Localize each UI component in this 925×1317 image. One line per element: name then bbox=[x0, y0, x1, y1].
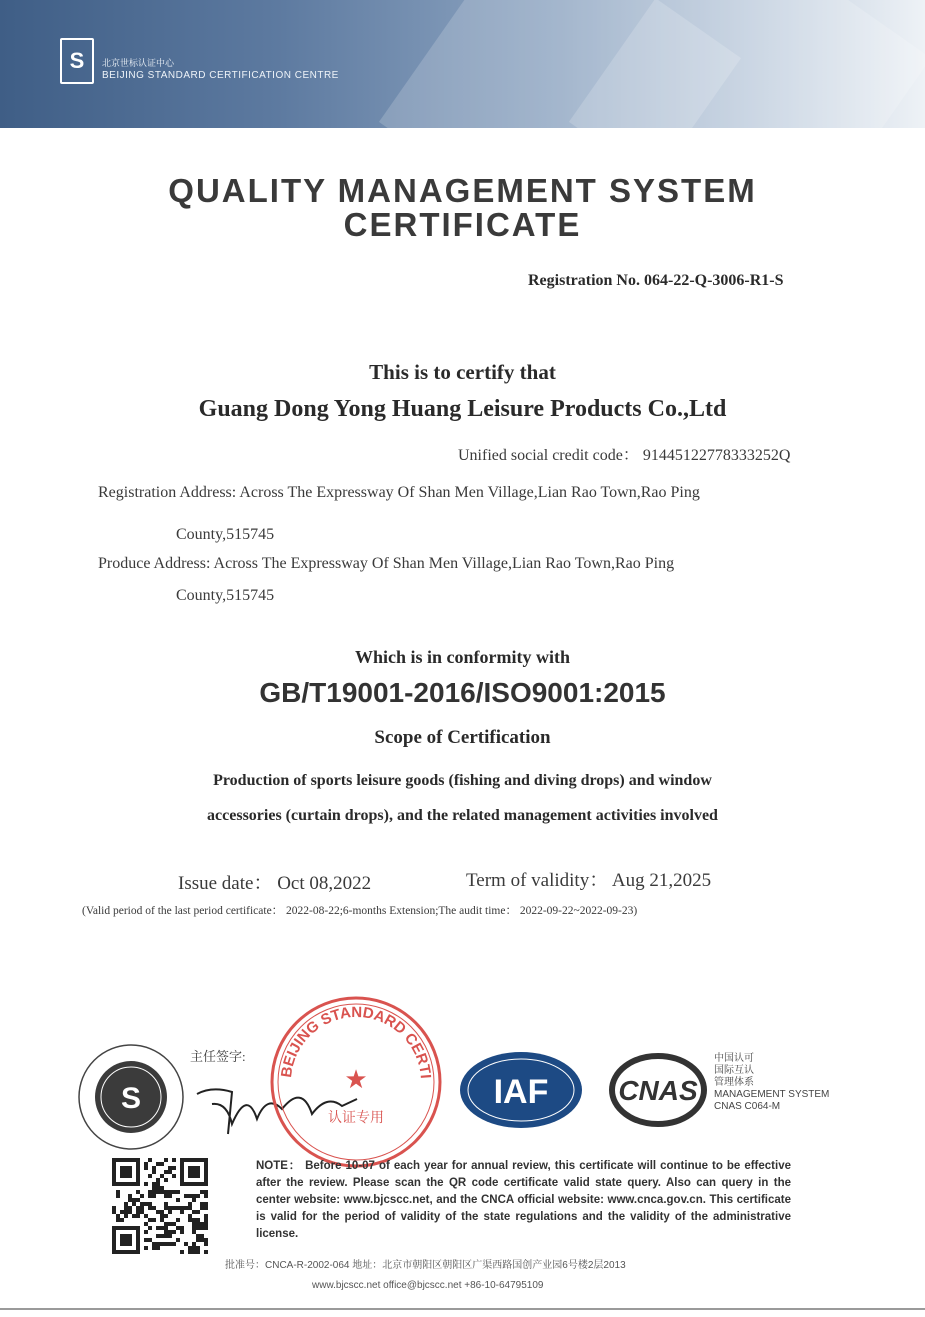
certificate-title-line2: CERTIFICATE bbox=[343, 206, 582, 243]
produce-address-line1: Produce Address: Across The Expressway Of Shan Men Village,Lian Rao Town,Rao Ping bbox=[98, 555, 675, 572]
cnas-caption-cn2: 国际互认 bbox=[714, 1065, 754, 1076]
svg-text:BEIJING STANDARD CERTIFICATION: BEIJING STANDARD CERTI bbox=[278, 1003, 434, 1080]
footer-approval: 批准号：CNCA-R-2002-064 地址：北京市朝阳区朝阳区广渠西路国创产业园6号楼2层2013 bbox=[225, 1260, 626, 1271]
cnas-caption-en1: MANAGEMENT SYSTEM bbox=[714, 1089, 830, 1100]
registration-number: Registration No. 064-22-Q-3006-R1-S bbox=[528, 272, 784, 289]
cnas-caption-cn3: 管理体系 bbox=[714, 1077, 754, 1088]
centre-round-seal bbox=[76, 1042, 186, 1152]
svg-text:★: ★ bbox=[344, 1065, 368, 1094]
standard-code: GB/T19001-2016/ISO9001:2015 bbox=[259, 677, 666, 708]
registration-address-line2: County,515745 bbox=[176, 526, 275, 543]
cnas-caption-cn1: 中国认可 bbox=[714, 1053, 754, 1064]
centre-logo-icon: S bbox=[60, 38, 94, 84]
scope-line1: Production of sports leisure goods (fishing and diving drops) and window bbox=[213, 772, 712, 789]
company-name: Guang Dong Yong Huang Leisure Products Co.,Ltd bbox=[198, 396, 727, 422]
qr-code[interactable] bbox=[112, 1158, 208, 1254]
scope-line2: accessories (curtain drops), and the related management activities involved bbox=[207, 807, 718, 824]
registration-address-line1: Registration Address: Across The Expressway Of Shan Men Village,Lian Rao Town,Rao Ping bbox=[98, 484, 700, 501]
cnas-caption bbox=[714, 1053, 829, 1113]
issue-date: Issue date： Oct 08,2022 bbox=[178, 873, 372, 894]
conformity-intro: Which is in conformity with bbox=[354, 647, 570, 667]
official-red-seal bbox=[266, 992, 446, 1172]
validity-term: Term of validity： Aug 21,2025 bbox=[466, 870, 712, 891]
produce-address-line2: County,515745 bbox=[176, 587, 275, 604]
cnas-logo bbox=[608, 1052, 708, 1128]
header-band bbox=[0, 0, 925, 128]
svg-text:S: S bbox=[120, 1082, 142, 1115]
certify-intro: This is to certify that bbox=[369, 360, 556, 384]
iaf-logo bbox=[458, 1050, 584, 1130]
cnas-caption-en2: CNAS C064-M bbox=[714, 1101, 781, 1112]
centre-name-en: BEIJING STANDARD CERTIFICATION CENTRE bbox=[102, 70, 339, 81]
valid-period-note: (Valid period of the last period certificate： 2022-08-22;6-months Extension;The audit time： 2022-09-22~2022-09-23) bbox=[82, 905, 638, 917]
svg-text:认证专用: 认证专用 bbox=[328, 1110, 384, 1126]
svg-text:CNAS: CNAS bbox=[618, 1075, 698, 1106]
certificate-title-line1: QUALITY MANAGEMENT SYSTEM bbox=[168, 172, 757, 209]
credit-code: Unified social credit code： 91445122778333252Q bbox=[458, 447, 791, 464]
footer-contact: www.bjcscc.net office@bjcscc.net +86-10-64795109 bbox=[312, 1280, 544, 1291]
svg-text:IAF: IAF bbox=[493, 1073, 549, 1111]
certificate-note: NOTE： Before 10-07 of each year for annual review, this certificate will continue to be effective after the review. Please scan the QR code certificate valid state query. Also can query in the center website: www.bjcscc.net, and the CNCA official website: www.cnca.gov.cn. This certificate is valid for the period of validity of the state regulations and the validity of the administrative license. bbox=[256, 1160, 791, 1240]
bottom-border bbox=[0, 1308, 925, 1310]
signature-label: 主任签字: bbox=[190, 1049, 246, 1064]
scope-heading: Scope of Certification bbox=[374, 727, 551, 748]
centre-name-cn: 北京世标认证中心 bbox=[102, 58, 175, 68]
